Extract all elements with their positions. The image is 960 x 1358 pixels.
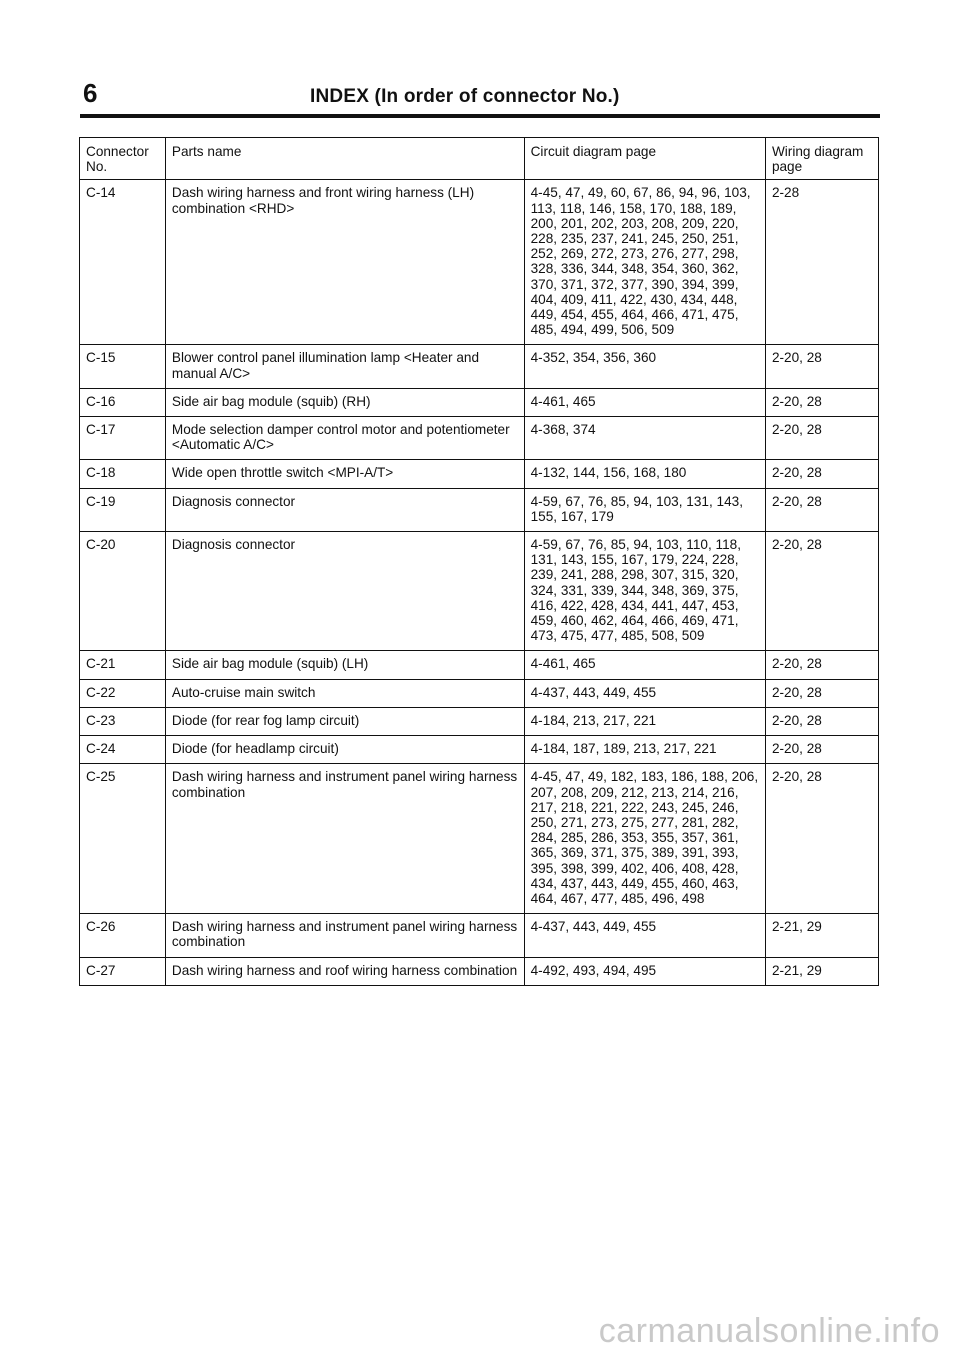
connector-cell: C-22 — [80, 679, 166, 707]
connector-cell: C-18 — [80, 460, 166, 488]
header-connector-no: Connector No. — [80, 138, 166, 180]
parts-name-cell: Mode selection damper control motor and potentiometer <Automatic A/C> — [165, 417, 524, 460]
table-row — [80, 736, 879, 764]
connector-index-table — [79, 137, 879, 986]
wiring-pages-cell: 2-20, 28 — [765, 651, 878, 679]
connector-cell: C-23 — [80, 707, 166, 735]
table-row — [80, 651, 879, 679]
watermark: carmanualsonline.info — [598, 1312, 940, 1350]
table-row — [80, 180, 879, 345]
wiring-pages-cell: 2-20, 28 — [765, 388, 878, 416]
table-row — [80, 707, 879, 735]
parts-name-cell: Diode (for headlamp circuit) — [165, 736, 524, 764]
parts-name-cell: Dash wiring harness and front wiring harness (LH) combination <RHD> — [165, 180, 524, 345]
wiring-pages-cell: 2-21, 29 — [765, 957, 878, 985]
connector-cell: C-20 — [80, 532, 166, 651]
parts-name-cell: Side air bag module (squib) (RH) — [165, 388, 524, 416]
circuit-pages-cell: 4-461, 465 — [524, 388, 765, 416]
table-row — [80, 679, 879, 707]
parts-name-cell: Blower control panel illumination lamp <Heater and manual A/C> — [165, 345, 524, 388]
connector-cell: C-16 — [80, 388, 166, 416]
wiring-pages-cell: 2-21, 29 — [765, 914, 878, 957]
table-row — [80, 488, 879, 531]
connector-cell: C-14 — [80, 180, 166, 345]
parts-name-cell: Dash wiring harness and instrument panel wiring harness combination — [165, 914, 524, 957]
header-circuit-diagram-page: Circuit diagram page — [524, 138, 765, 180]
connector-cell: C-19 — [80, 488, 166, 531]
circuit-pages-cell: 4-461, 465 — [524, 651, 765, 679]
page-title: INDEX (In order of connector No.) — [310, 86, 620, 107]
table-row — [80, 957, 879, 985]
connector-cell: C-26 — [80, 914, 166, 957]
circuit-pages-cell: 4-132, 144, 156, 168, 180 — [524, 460, 765, 488]
circuit-pages-cell: 4-59, 67, 76, 85, 94, 103, 110, 118, 131, 143, 155, 167, 179, 224, 228, 239, 241, 288, 298, 307, 315, 320, 324, 331, 339, 344, 348, 369, 375, 416, 422, 428, 434, 441, 447, 453, 459, 460, 462, 464, 466, 469, 471, 473, 475, 477, 485, 508, 509 — [524, 532, 765, 651]
wiring-pages-cell: 2-20, 28 — [765, 764, 878, 914]
circuit-pages-cell: 4-184, 213, 217, 221 — [524, 707, 765, 735]
table-row — [80, 460, 879, 488]
connector-cell: C-21 — [80, 651, 166, 679]
circuit-pages-cell: 4-437, 443, 449, 455 — [524, 679, 765, 707]
table-row — [80, 345, 879, 388]
header-parts-name: Parts name — [165, 138, 524, 180]
parts-name-cell: Diagnosis connector — [165, 488, 524, 531]
parts-name-cell: Wide open throttle switch <MPI-A/T> — [165, 460, 524, 488]
circuit-pages-cell: 4-45, 47, 49, 182, 183, 186, 188, 206, 207, 208, 209, 212, 213, 214, 216, 217, 218, 221, 222, 243, 245, 246, 250, 271, 273, 275, 277, 281, 282, 284, 285, 286, 353, 355, 357, 361, 365, 369, 371, 375, 389, 391, 393, 395, 398, 399, 402, 406, 408, 428, 434, 437, 443, 449, 455, 460, 463, 464, 467, 477, 485, 496, 498 — [524, 764, 765, 914]
parts-name-cell: Diagnosis connector — [165, 532, 524, 651]
wiring-pages-cell: 2-20, 28 — [765, 532, 878, 651]
wiring-pages-cell: 2-20, 28 — [765, 707, 878, 735]
table-row — [80, 764, 879, 914]
connector-cell: C-25 — [80, 764, 166, 914]
table-row — [80, 388, 879, 416]
circuit-pages-cell: 4-59, 67, 76, 85, 94, 103, 131, 143, 155, 167, 179 — [524, 488, 765, 531]
page-number: 6 — [83, 78, 98, 108]
connector-cell: C-17 — [80, 417, 166, 460]
header-wiring-diagram-page: Wiring diagram page — [765, 138, 878, 180]
wiring-pages-cell: 2-20, 28 — [765, 460, 878, 488]
circuit-pages-cell: 4-184, 187, 189, 213, 217, 221 — [524, 736, 765, 764]
table-row — [80, 914, 879, 957]
table-header-row — [80, 138, 879, 180]
parts-name-cell: Diode (for rear fog lamp circuit) — [165, 707, 524, 735]
parts-name-cell: Dash wiring harness and instrument panel wiring harness combination — [165, 764, 524, 914]
wiring-pages-cell: 2-20, 28 — [765, 679, 878, 707]
parts-name-cell: Dash wiring harness and roof wiring harness combination — [165, 957, 524, 985]
parts-name-cell: Auto-cruise main switch — [165, 679, 524, 707]
wiring-pages-cell: 2-28 — [765, 180, 878, 345]
connector-cell: C-15 — [80, 345, 166, 388]
circuit-pages-cell: 4-437, 443, 449, 455 — [524, 914, 765, 957]
wiring-pages-cell: 2-20, 28 — [765, 736, 878, 764]
table-row — [80, 532, 879, 651]
connector-cell: C-24 — [80, 736, 166, 764]
wiring-pages-cell: 2-20, 28 — [765, 345, 878, 388]
connector-cell: C-27 — [80, 957, 166, 985]
wiring-pages-cell: 2-20, 28 — [765, 488, 878, 531]
table-row — [80, 417, 879, 460]
wiring-pages-cell: 2-20, 28 — [765, 417, 878, 460]
circuit-pages-cell: 4-45, 47, 49, 60, 67, 86, 94, 96, 103, 113, 118, 146, 158, 170, 188, 189, 200, 201, 202, 203, 208, 209, 220, 228, 235, 237, 241, 245, 250, 251, 252, 269, 272, 273, 276, 277, 298, 328, 336, 344, 348, 354, 360, 362, 370, 371, 372, 377, 390, 394, 399, 404, 409, 411, 422, 430, 434, 448, 449, 454, 455, 464, 466, 471, 475, 485, 494, 499, 506, 509 — [524, 180, 765, 345]
title-rule — [80, 114, 880, 118]
circuit-pages-cell: 4-352, 354, 356, 360 — [524, 345, 765, 388]
circuit-pages-cell: 4-492, 493, 494, 495 — [524, 957, 765, 985]
parts-name-cell: Side air bag module (squib) (LH) — [165, 651, 524, 679]
circuit-pages-cell: 4-368, 374 — [524, 417, 765, 460]
